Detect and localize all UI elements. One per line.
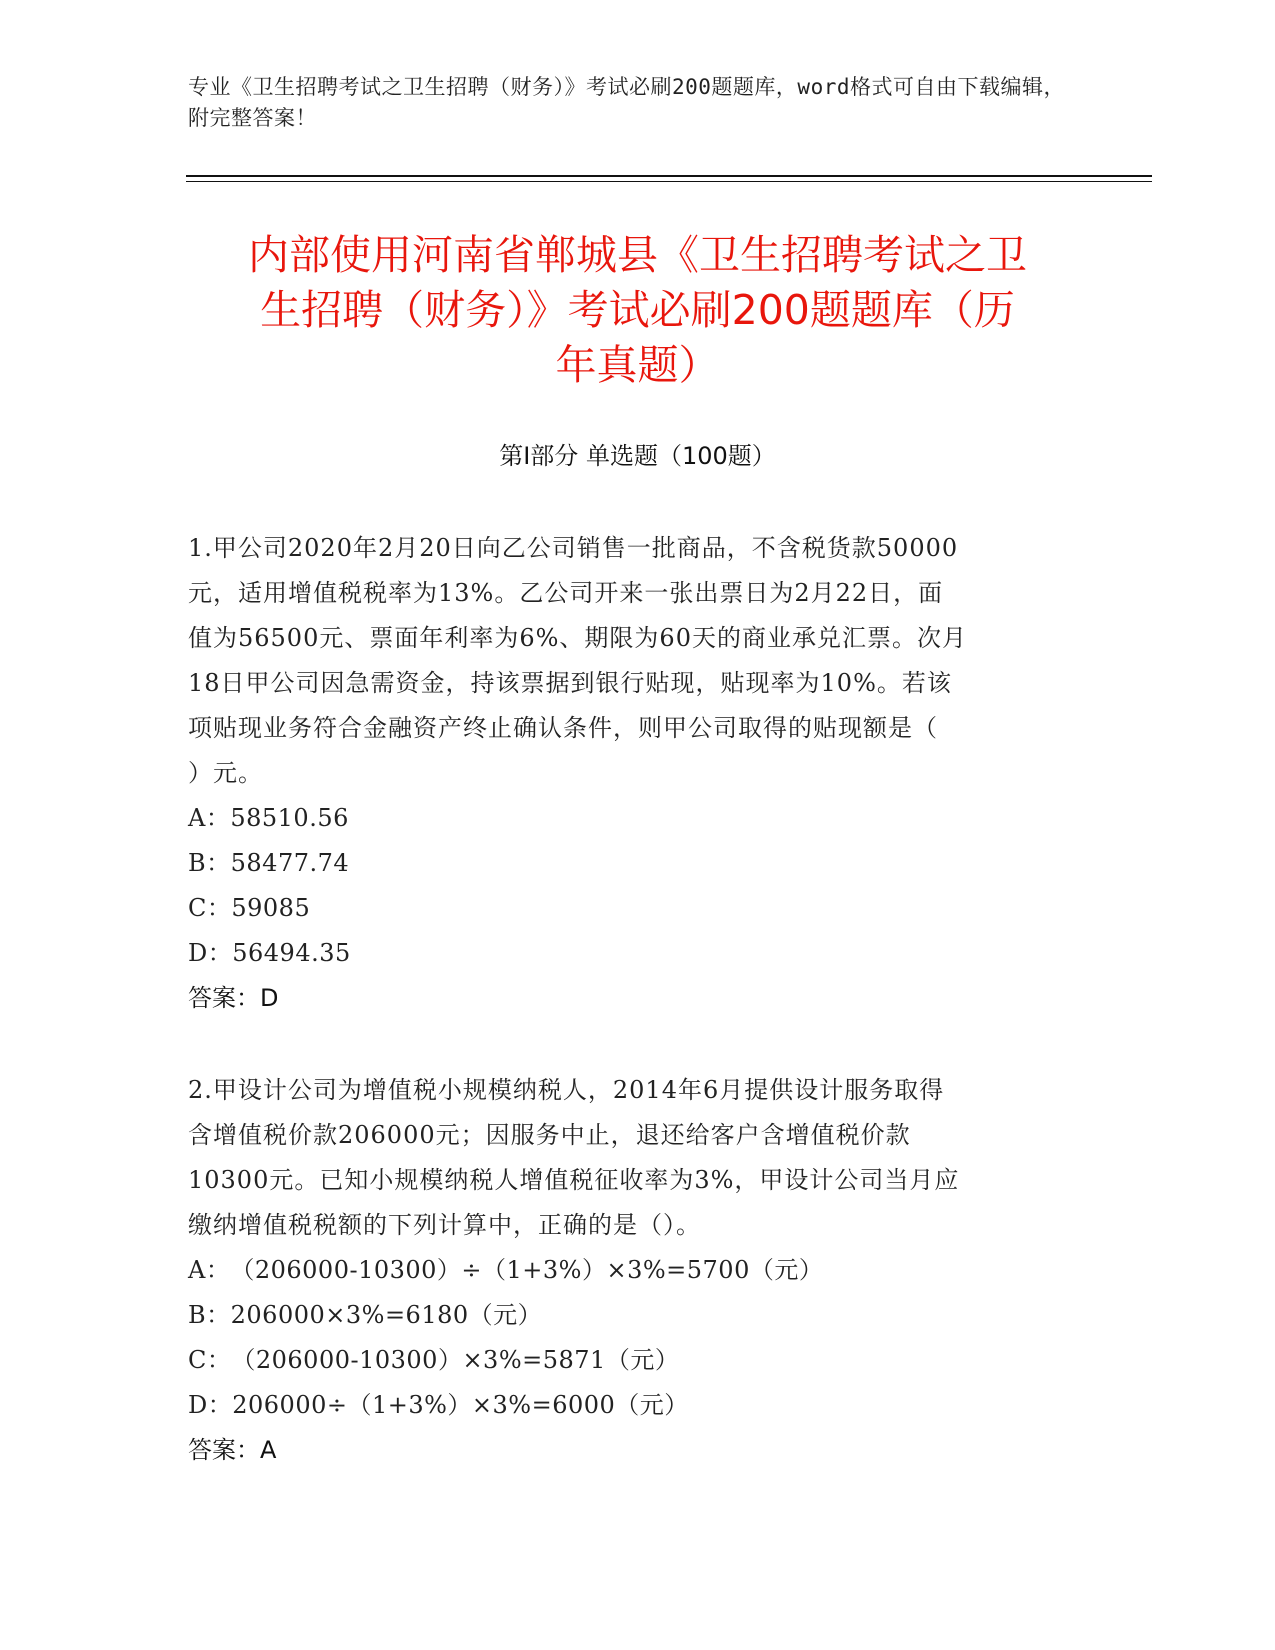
option-text: （206000-10300）×3%=5871（元） (231, 1346, 680, 1374)
option-key: C： (188, 894, 232, 922)
document-title (180, 228, 1095, 393)
option-c (188, 1338, 1078, 1383)
option-key: C： (188, 1346, 232, 1374)
option-key: B： (188, 1301, 231, 1329)
question-2 (188, 1068, 1078, 1473)
option-key: D： (188, 939, 233, 967)
option-text: 206000÷（1+3%）×3%=6000（元） (232, 1391, 689, 1419)
option-c (188, 886, 1078, 931)
header-note: 专业《卫生招聘考试之卫生招聘（财务）》考试必刷200题题库，word格式可自由下载编辑，附完整答案！ (188, 75, 1065, 130)
option-d (188, 931, 1078, 976)
option-text: 58510.56 (230, 804, 349, 832)
document-title-line: 生招聘（财务）》考试必刷200题题库（历 (260, 286, 1015, 334)
question-stem-line: 1.甲公司2020年2月20日向乙公司销售一批商品，不含税货款50000 (188, 534, 959, 562)
option-text: 206000×3%=6180（元） (230, 1301, 543, 1329)
document-title-line: 年真题） (555, 341, 720, 389)
answer-line: 答案：A (188, 1436, 277, 1464)
question-stem-line: 含增值税价款206000元；因服务中止，退还给客户含增值税价款 (188, 1121, 911, 1149)
header-rule-thick (186, 175, 1152, 177)
document-title-line: 内部使用河南省郸城县《卫生招聘考试之卫 (248, 231, 1027, 279)
question-stem-line: ）元。 (188, 759, 263, 787)
option-b (188, 841, 1078, 886)
option-text: 58477.74 (230, 849, 350, 877)
option-text: （206000-10300）÷（1+3%）×3%=5700（元） (230, 1256, 824, 1284)
option-b (188, 1293, 1078, 1338)
section-heading: 第Ⅰ部分 单选题（100题） (499, 442, 776, 470)
option-a (188, 796, 1078, 841)
question-stem-line: 元，适用增值税税率为13%。乙公司开来一张出票日为2月22日，面 (188, 579, 944, 607)
question-stem-line: 10300元。已知小规模纳税人增值税征收率为3%，甲设计公司当月应 (188, 1166, 960, 1194)
header-rule-thin (186, 181, 1152, 182)
question-stem-line: 2.甲设计公司为增值税小规模纳税人，2014年6月提供设计服务取得 (188, 1076, 945, 1104)
option-a (188, 1248, 1078, 1293)
option-d (188, 1383, 1078, 1428)
option-key: A： (188, 804, 231, 832)
question-stem-line: 缴纳增值税税额的下列计算中，正确的是（）。 (188, 1211, 701, 1239)
question-stem-line: 项贴现业务符合金融资产终止确认条件，则甲公司取得的贴现额是（ (188, 714, 938, 742)
question-stem-line: 18日甲公司因急需资金，持该票据到银行贴现，贴现率为10%。若该 (188, 669, 952, 697)
option-key: D： (188, 1391, 233, 1419)
option-text: 56494.35 (232, 939, 351, 967)
option-key: A： (188, 1256, 231, 1284)
option-text: 59085 (231, 894, 311, 922)
question-stem-line: 值为56500元、票面年利率为6%、期限为60天的商业承兑汇票。次月 (188, 624, 967, 652)
answer-line: 答案：D (188, 984, 279, 1012)
option-key: B： (188, 849, 231, 877)
question-1 (188, 526, 1078, 1021)
